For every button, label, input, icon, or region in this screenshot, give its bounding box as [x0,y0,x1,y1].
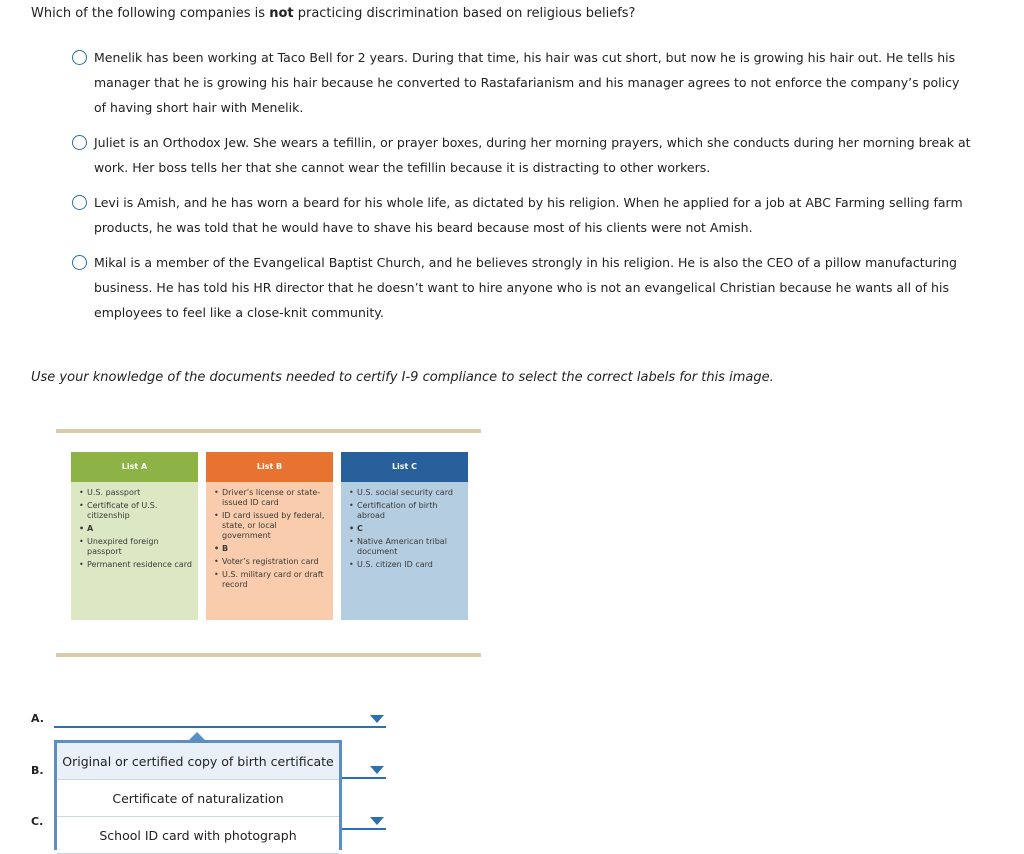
label-placeholder-b: • B [214,544,327,554]
list-a-column [71,452,198,620]
dropdown-option[interactable]: Original or certified copy of birth certificate [57,743,339,780]
list-item: • Native American tribal document [349,537,462,557]
radio-button[interactable] [72,195,87,210]
list-b-title: List B [206,452,333,482]
label-placeholder-a: • A [79,524,192,534]
answer-dropdown-menu[interactable] [54,740,342,850]
list-item: • Certificate of U.S. citizenship [79,501,192,521]
chevron-down-icon[interactable] [370,766,384,774]
option-levi[interactable] [72,190,972,240]
answer-label-a: A. [31,712,44,725]
list-item: • U.S. social security card [349,488,462,498]
dropdown-option[interactable]: Certificate of naturalization [57,780,339,817]
question-2-prompt: Use your knowledge of the documents needed to certify I-9 compliance to select the correct labels for this image. [31,370,774,385]
radio-button[interactable] [72,50,87,65]
option-text: Juliet is an Orthodox Jew. She wears a tefillin, or prayer boxes, during her morning prayers, which she conducts during her morning break at work. Her boss tells her that she cannot wear the tefillin because it is distracting to other workers. [94,135,971,175]
question-emphasis: not [269,6,294,21]
radio-button[interactable] [72,135,87,150]
radio-button[interactable] [72,255,87,270]
list-item: • Unexpired foreign passport [79,537,192,557]
dropdown-option[interactable]: School ID card with photograph [57,817,339,854]
list-c-column [341,452,468,620]
list-b-column [206,452,333,620]
chevron-down-icon[interactable] [370,715,384,723]
option-text: Mikal is a member of the Evangelical Baptist Church, and he believes strongly in his religion. He is also the CEO of a pillow manufacturing business. He has told his HR director that he doesn’t want to hire anyone who is not an evangelical Christian because he wants all of his employees to feel like a close-knit community. [94,255,957,320]
label-placeholder-c: • C [349,524,462,534]
answer-label-c: C. [31,815,44,828]
figure-bottom-rule [56,653,481,657]
chevron-down-icon[interactable] [370,817,384,825]
option-menelik[interactable] [72,45,972,120]
list-item: • Driver’s license or state-issued ID card [214,488,327,508]
answer-label-b: B. [31,764,44,777]
list-item: • U.S. passport [79,488,192,498]
option-text: Menelik has been working at Taco Bell for 2 years. During that time, his hair was cut short, but now he is growing his hair out. He tells his manager that he is growing his hair because he converted to Rastafarianism and his manager agrees to not enforce the company’s policy of having short hair with Menelik. [94,50,960,115]
list-item: • Certification of birth abroad [349,501,462,521]
question-1-prompt: Which of the following companies is not practicing discrimination based on religious beliefs? [31,6,636,21]
list-item: • Voter’s registration card [214,557,327,567]
list-c-title: List C [341,452,468,482]
option-juliet[interactable] [72,130,972,180]
figure-top-rule [56,429,481,433]
list-item: • U.S. citizen ID card [349,560,462,570]
list-a-title: List A [71,452,198,482]
dropdown-caret [189,732,205,740]
option-mikal[interactable] [72,250,972,325]
option-text: Levi is Amish, and he has worn a beard for his whole life, as dictated by his religion. When he applied for a job at ABC Farming selling farm products, he was told that he would have to shave his beard because most of his clients were not Amish. [94,195,963,235]
list-item: • ID card issued by federal, state, or local government [214,511,327,541]
list-item: • Permanent residence card [79,560,192,570]
answer-select-a[interactable] [54,726,386,728]
list-item: • U.S. military card or draft record [214,570,327,590]
